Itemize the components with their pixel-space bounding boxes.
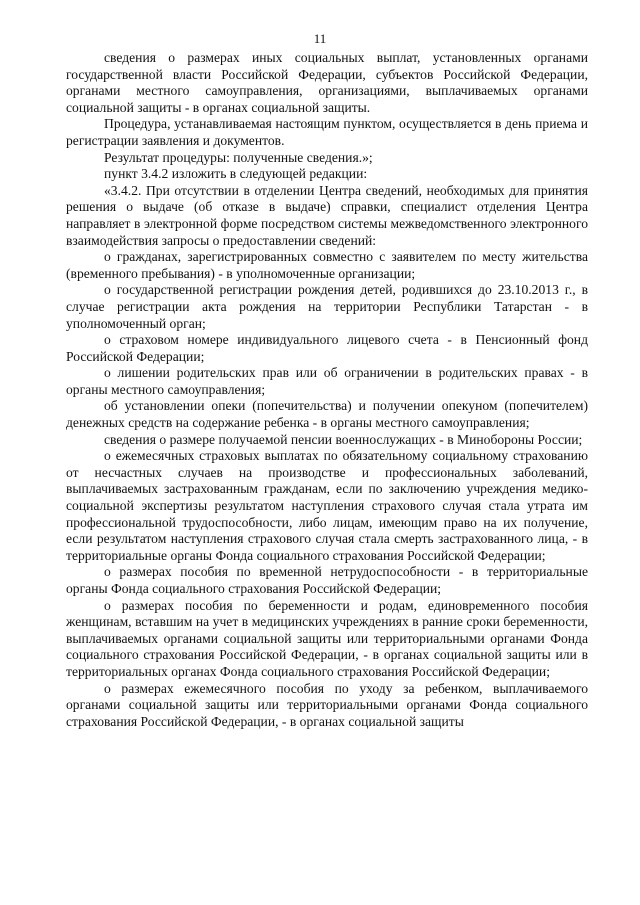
paragraph-procedure-result: Результат процедуры: полученные сведения.»; [104, 149, 373, 165]
page-number: 11 [313, 31, 327, 46]
document-body [66, 50, 588, 730]
paragraph-clause-3-4-2: «3.4.2. При отсутствии в отделении Центра сведений, необходимых для принятия решения о выдаче (об отказе в выдаче) справки, специалист отделения Центра направляет в электронной форме посредством системы межведомственного электронного взаимодействия запросы о предоставлении сведений: [66, 182, 588, 248]
list-item-insurance-payments: о ежемесячных страховых выплатах по обязательному социальному страхованию от несчастных случаев на производстве и профессиональных заболеваний, выплачиваемых застрахованным гражданам, если по заключению учреждения медико-социальной экспертизы результатом наступления страхового случая стала утрата им профессиональной трудоспособности, либо лицам, имеющим право на их получение, если результатом наступления страхового случая стала смерть застрахованного лица, - в территориальные органы Фонда социального страхования Российской Федерации; [66, 448, 588, 563]
paragraph-other-payments: сведения о размерах иных социальных выплат, установленных органами государственной власти Российской Федерации, субъектов Российской Федерации, органами местного самоуправления, организациями, выплачиваемых органами социальной защиты - в органах социальной защиты. [66, 50, 588, 115]
list-item-maternity-benefit: о размерах пособия по беременности и родам, единовременного пособия женщинам, вставшим на учет в медицинских учреждениях в ранние сроки беременности, выплачиваемых органами социальной защиты или территориальными органами Фонда социального страхования Российской Федерации, - в органах социальной защиты или в территориальных органах Фонда социального страхования Российской Федерации; [66, 597, 588, 679]
paragraph-procedure-timing: Процедура, устанавливаемая настоящим пунктом, осуществляется в день приема и регистрации заявления и документов. [66, 116, 588, 148]
list-item-insurance-number: о страховом номере индивидуального лицевого счета - в Пенсионный фонд Российской Федерации; [66, 332, 588, 364]
list-item-guardianship: об установлении опеки (попечительства) и получении опекуном (попечителем) денежных средств на содержание ребенка - в органы местного самоуправления; [66, 398, 588, 431]
paragraph-amendment-intro: пункт 3.4.2 изложить в следующей редакции: [104, 166, 368, 182]
list-item-disability-benefit: о размерах пособия по временной нетрудоспособности - в территориальные органы Фонда социального страхования Российской Федерации; [66, 564, 588, 596]
list-item-birth-registration: о государственной регистрации рождения детей, родившихся до 23.10.2013 г., в случае регистрации акта рождения на территории Республики Татарстан - в уполномоченный орган; [66, 282, 588, 331]
list-item-military-pension: сведения о размере получаемой пенсии военнослужащих - в Минобороны России; [104, 431, 583, 447]
list-item-childcare-benefit: о размерах ежемесячного пособия по уходу за ребенком, выплачиваемого органами социальной защиты или территориальными органами Фонда социального страхования Российской Федерации, - в органах социальной защиты [66, 680, 588, 729]
list-item-registered-citizens: о гражданах, зарегистрированных совместно с заявителем по месту жительства (временного пребывания) - в уполномоченные организации; [66, 249, 588, 281]
list-item-parental-rights: о лишении родительских прав или об ограничении в родительских правах - в органы местного самоуправления; [66, 365, 588, 397]
